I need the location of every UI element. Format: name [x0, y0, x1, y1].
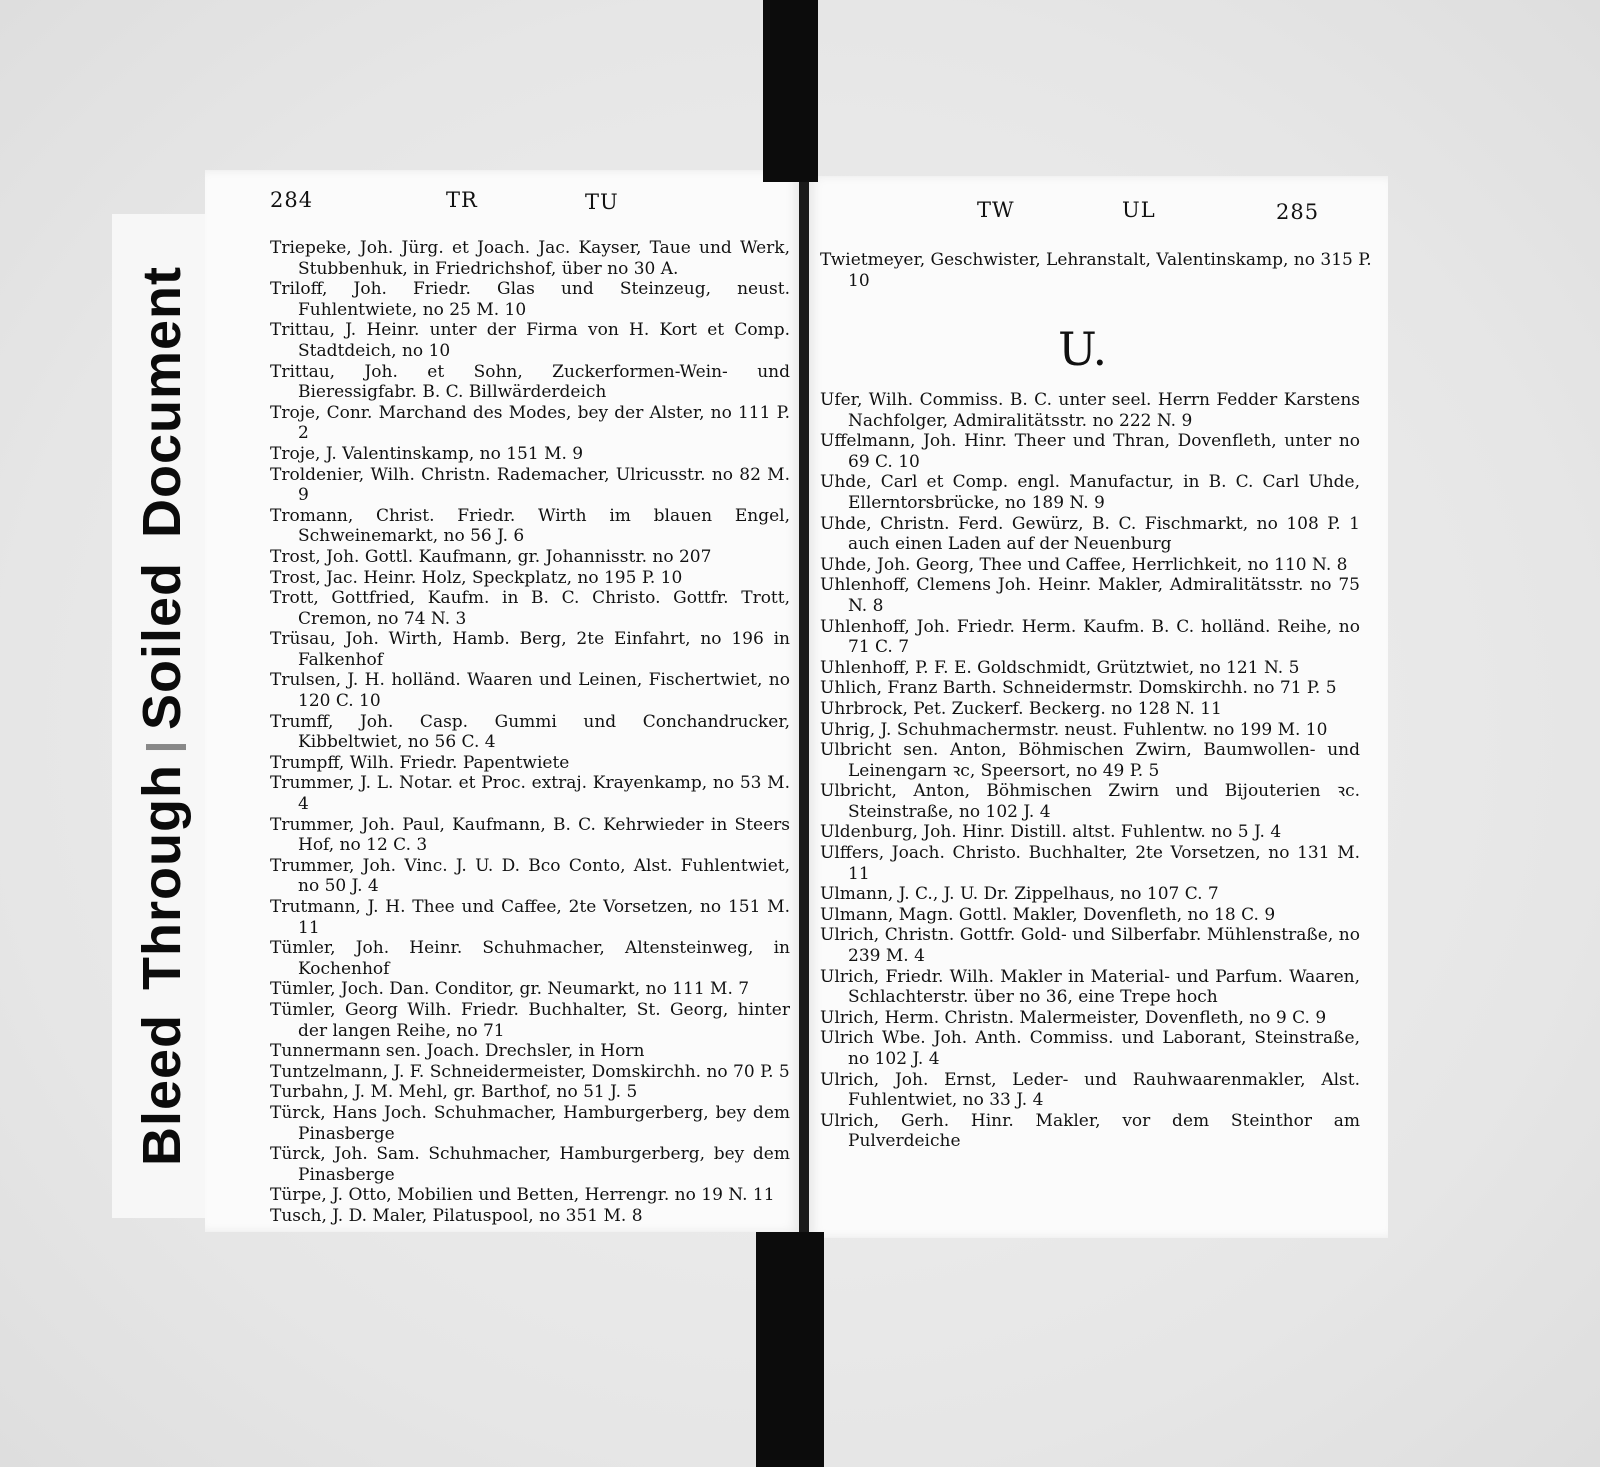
directory-entry: Ulrich, Christn. Gottfr. Gold- und Silberfabr. Mühlenstraße, no 239 M. 4: [820, 925, 1360, 967]
directory-entry: Ulbricht sen. Anton, Böhmischen Zwirn, Baumwollen- und Leinengarn ꝛc, Speersort, no 49 P. 5: [820, 740, 1360, 781]
label-word-soiled: Soiled: [132, 561, 192, 731]
directory-entry: Trulsen, J. H. holländ. Waaren und Leinen, Fischertwiet, no 120 C. 10: [270, 670, 790, 712]
directory-entry: Trummer, J. L. Notar. et Proc. extraj. Krayenkamp, no 53 M. 4: [270, 773, 790, 815]
left-page-number: 284: [270, 188, 314, 212]
directory-entry: Ulmann, J. C., J. U. Dr. Zippelhaus, no 107 C. 7: [820, 884, 1219, 905]
directory-entry: Ufer, Wilh. Commiss. B. C. unter seel. Herrn Fedder Karstens Nachfolger, Admiralitätsstr. no 222 N. 9: [820, 390, 1360, 431]
directory-entry: Uhlenhoff, Joh. Friedr. Herm. Kaufm. B. C. holländ. Reihe, no 71 C. 7: [820, 616, 1360, 658]
directory-entry: Trüsau, Joh. Wirth, Hamb. Berg, 2te Einfahrt, no 196 in Falkenhof: [270, 629, 790, 670]
directory-entry: Ulrich, Herm. Christn. Malermeister, Dovenfleth, no 9 C. 9: [820, 1007, 1327, 1028]
directory-entry: Trummer, Joh. Vinc. J. U. D. Bco Conto, Alst. Fuhlentwiet, no 50 J. 4: [270, 855, 790, 897]
directory-entry: Türck, Joh. Sam. Schuhmacher, Hamburgerberg, bey dem Pinasberge: [270, 1144, 790, 1185]
left-header-start: TR: [446, 188, 478, 212]
left-header-end: TU: [585, 190, 619, 214]
directory-entry: Tümler, Joh. Heinr. Schuhmacher, Altensteinweg, in Kochenhof: [270, 938, 790, 979]
directory-entry: Uhrig, J. Schuhmachermstr. neust. Fuhlentw. no 199 M. 10: [820, 719, 1328, 740]
directory-entry: Tümler, Joch. Dan. Conditor, gr. Neumarkt, no 111 M. 7: [270, 979, 750, 1000]
directory-entry: Uhlenhoff, P. F. E. Goldschmidt, Grütztwiet, no 121 N. 5: [820, 657, 1300, 678]
directory-entry: Ulbricht, Anton, Böhmischen Zwirn und Bijouterien ꝛc. Steinstraße, no 102 J. 4: [820, 781, 1360, 822]
label-word-document: Document: [132, 265, 192, 538]
directory-entry: Ulrich, Gerh. Hinr. Makler, vor dem Steinthor am Pulverdeiche: [820, 1110, 1360, 1152]
section-letter: U.: [1058, 322, 1108, 376]
document-label: [131, 266, 193, 1166]
directory-entry: Trittau, Joh. et Sohn, Zuckerformen-Wein- und Bieressigfabr. B. C. Billwärderdeich: [270, 361, 790, 403]
label-word-through: Through: [132, 764, 192, 990]
spine-shadow-bottom: [756, 1232, 824, 1467]
directory-entry: Uhde, Joh. Georg, Thee und Caffee, Herrlichkeit, no 110 N. 8: [820, 554, 1348, 575]
directory-entry: Uhlenhoff, Clemens Joh. Heinr. Makler, Admiralitätsstr. no 75 N. 8: [820, 575, 1360, 616]
directory-entry: Triloff, Joh. Friedr. Glas und Steinzeug, neust. Fuhlentwiete, no 25 M. 10: [270, 279, 790, 320]
directory-entry: Türpe, J. Otto, Mobilien und Betten, Herrengr. no 19 N. 11: [270, 1185, 775, 1206]
directory-entry-top: Twietmeyer, Geschwister, Lehranstalt, Valentinskamp, no 315 P. 10: [820, 250, 1372, 291]
spine-shadow-top: [763, 0, 818, 182]
directory-entry: Triepeke, Joh. Jürg. et Joach. Jac. Kayser, Taue und Werk, Stubbenhuk, in Friedrichshof, über no 30 A.: [270, 238, 790, 279]
directory-entry: Ulrich, Joh. Ernst, Leder- und Rauhwaarenmakler, Alst. Fuhlentwiet, no 33 J. 4: [820, 1069, 1360, 1111]
directory-entry: Troje, J. Valentinskamp, no 151 M. 9: [270, 443, 584, 464]
directory-entry: Tuntzelmann, J. F. Schneidermeister, Domskirchh. no 70 P. 5: [270, 1061, 790, 1082]
directory-entry: Trost, Joh. Gottl. Kaufmann, gr. Johannisstr. no 207: [270, 546, 712, 567]
directory-entry: Uldenburg, Joh. Hinr. Distill. altst. Fuhlentw. no 5 J. 4: [820, 822, 1282, 843]
directory-entry: Uhrbrock, Pet. Zuckerf. Beckerg. no 128 N. 11: [820, 698, 1222, 719]
directory-entry: Trott, Gottfried, Kaufm. in B. C. Christo. Gottfr. Trott, Cremon, no 74 N. 3: [270, 588, 790, 629]
directory-entry: Trummer, Joh. Paul, Kaufmann, B. C. Kehrwieder in Steers Hof, no 12 C. 3: [270, 814, 790, 856]
directory-entry: Turbahn, J. M. Mehl, gr. Barthof, no 51 J. 5: [270, 1082, 638, 1103]
directory-entry: Tromann, Christ. Friedr. Wirth im blauen Engel, Schweinemarkt, no 56 J. 6: [270, 505, 790, 547]
directory-entry: Tümler, Georg Wilh. Friedr. Buchhalter, St. Georg, hinter der langen Reihe, no 71: [270, 999, 790, 1041]
directory-entry: Tunnermann sen. Joach. Drechsler, in Horn: [270, 1041, 645, 1062]
right-entry-list: [820, 390, 1360, 1152]
directory-entry: Troje, Conr. Marchand des Modes, bey der Alster, no 111 P. 2: [270, 402, 790, 444]
directory-entry: Ulrich, Friedr. Wilh. Makler in Material- und Parfum. Waaren, Schlachterstr. über no 36, eine Trepe hoch: [820, 966, 1360, 1008]
left-entry-list: [270, 238, 790, 1227]
directory-entry: Trittau, J. Heinr. unter der Firma von H. Kort et Comp. Stadtdeich, no 10: [270, 320, 790, 361]
directory-entry: Uffelmann, Joh. Hinr. Theer und Thran, Dovenfleth, unter no 69 C. 10: [820, 431, 1360, 472]
directory-entry: Türck, Hans Joch. Schuhmacher, Hamburgerberg, bey dem Pinasberge: [270, 1102, 790, 1144]
directory-entry: Trumff, Joh. Casp. Gummi und Conchandrucker, Kibbeltwiet, no 56 C. 4: [270, 711, 790, 753]
label-word-bleed: Bleed: [132, 1013, 192, 1167]
right-header-start: TW: [977, 198, 1015, 222]
directory-entry: Trost, Jac. Heinr. Holz, Speckplatz, no 195 P. 10: [270, 567, 683, 588]
directory-entry: Ulmann, Magn. Gottl. Makler, Dovenfleth, no 18 C. 9: [820, 904, 1276, 925]
directory-entry: Trumpff, Wilh. Friedr. Papentwiete: [270, 752, 570, 773]
directory-entry: Ulrich Wbe. Joh. Anth. Commiss. und Laborant, Steinstraße, no 102 J. 4: [820, 1028, 1360, 1069]
right-header-end: UL: [1122, 198, 1156, 222]
directory-entry: Uhlich, Franz Barth. Schneidermstr. Domskirchh. no 71 P. 5: [820, 678, 1337, 699]
directory-entry: Tusch, J. D. Maler, Pilatuspool, no 351 M. 8: [270, 1205, 643, 1226]
directory-entry: Trutmann, J. H. Thee und Caffee, 2te Vorsetzen, no 151 M. 11: [270, 897, 790, 938]
directory-entry: Uhde, Christn. Ferd. Gewürz, B. C. Fischmarkt, no 108 P. 1 auch einen Laden auf der Neuenburg: [820, 513, 1360, 555]
directory-entry: Ulffers, Joach. Christo. Buchhalter, 2te Vorsetzen, no 131 M. 11: [820, 843, 1360, 884]
book-gutter: [799, 182, 809, 1232]
right-page-number: 285: [1276, 200, 1320, 224]
directory-entry: Troldenier, Wilh. Christn. Rademacher, Ulricusstr. no 82 M. 9: [270, 464, 790, 506]
directory-entry: Uhde, Carl et Comp. engl. Manufactur, in B. C. Carl Uhde, Ellerntorsbrücke, no 189 N. 9: [820, 472, 1360, 513]
